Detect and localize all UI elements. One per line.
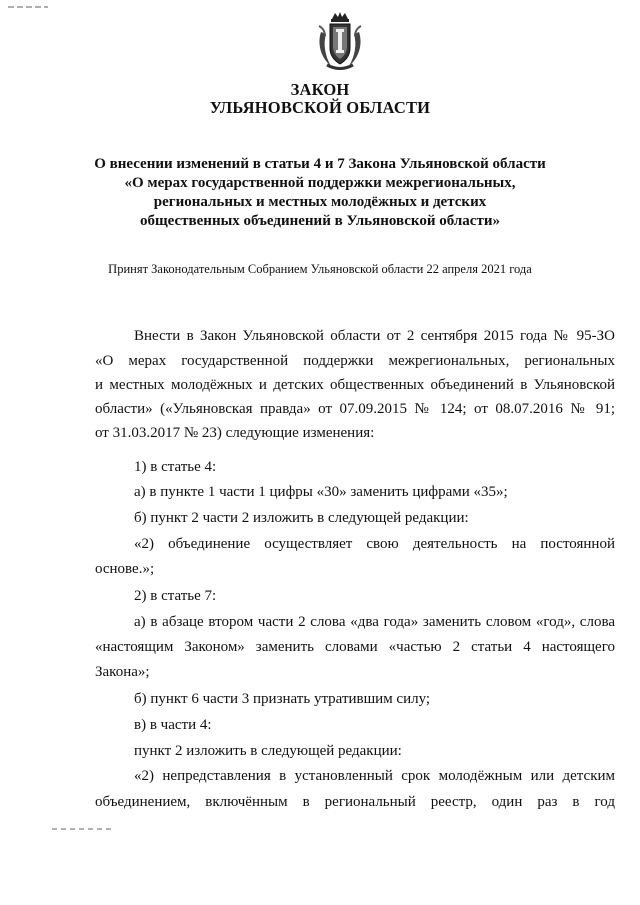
list-item: 2) в статье 7: bbox=[134, 588, 217, 604]
paragraph-line: «О мерах государственной поддержки межрегиональных, региональных bbox=[95, 353, 615, 369]
list-item: б) пункт 2 части 2 изложить в следующей редакции: bbox=[134, 510, 469, 526]
list-item: б) пункт 6 части 3 признать утратившим силу; bbox=[134, 691, 431, 707]
region-title: УЛЬЯНОВСКОЙ ОБЛАСТИ bbox=[209, 98, 431, 117]
paragraph-line: и местных молодёжных и детских общественных объединений в Ульяновской bbox=[95, 377, 615, 393]
quote-line: объединением, включённым в региональный реестр, один раз в год bbox=[95, 794, 615, 810]
heading-line: О внесении изменений в статьи 4 и 7 Закона Ульяновской области bbox=[94, 156, 546, 172]
coat-of-arms-icon bbox=[315, 10, 365, 72]
paragraph-line: области» («Ульяновская правда» от 07.09.2015 № 124; от 08.07.2016 № 91; bbox=[95, 401, 615, 417]
paragraph-line: Внести в Закон Ульяновской области от 2 сентября 2015 года № 95-ЗО bbox=[134, 328, 615, 344]
paragraph-line: а) в абзаце втором части 2 слова «два года» заменить словом «год», слова bbox=[134, 614, 615, 630]
paragraph-line: «настоящим Законом» заменить словами «частью 2 статьи 4 настоящего bbox=[95, 639, 615, 655]
list-item: в) в части 4: bbox=[134, 717, 212, 733]
paragraph-line: от 31.03.2017 № 23) следующие изменения: bbox=[95, 425, 375, 441]
adoption-note: Принят Законодательным Собранием Ульяновской области 22 апреля 2021 года bbox=[108, 262, 532, 276]
heading-line: «О мерах государственной поддержки межрегиональных, bbox=[124, 175, 516, 191]
list-item: пункт 2 изложить в следующей редакции: bbox=[134, 743, 402, 759]
heading-line: региональных и местных молодёжных и детских bbox=[153, 194, 487, 210]
list-item: 1) в статье 4: bbox=[134, 459, 217, 475]
quote-line: «2) непредставления в установленный срок молодёжным или детским bbox=[134, 768, 615, 784]
scan-artifact bbox=[52, 828, 112, 830]
law-title: ЗАКОН bbox=[290, 80, 350, 99]
quote-line: основе.»; bbox=[95, 561, 155, 577]
quote-line: «2) объединение осуществляет свою деятельность на постоянной bbox=[134, 536, 615, 552]
scan-artifact bbox=[8, 6, 48, 8]
paragraph-line: Закона»; bbox=[95, 664, 150, 680]
law-heading bbox=[90, 155, 550, 231]
heading-line: общественных объединений в Ульяновской области» bbox=[140, 213, 500, 229]
list-item: а) в пункте 1 части 1 цифры «30» заменить цифрами «35»; bbox=[134, 484, 508, 500]
